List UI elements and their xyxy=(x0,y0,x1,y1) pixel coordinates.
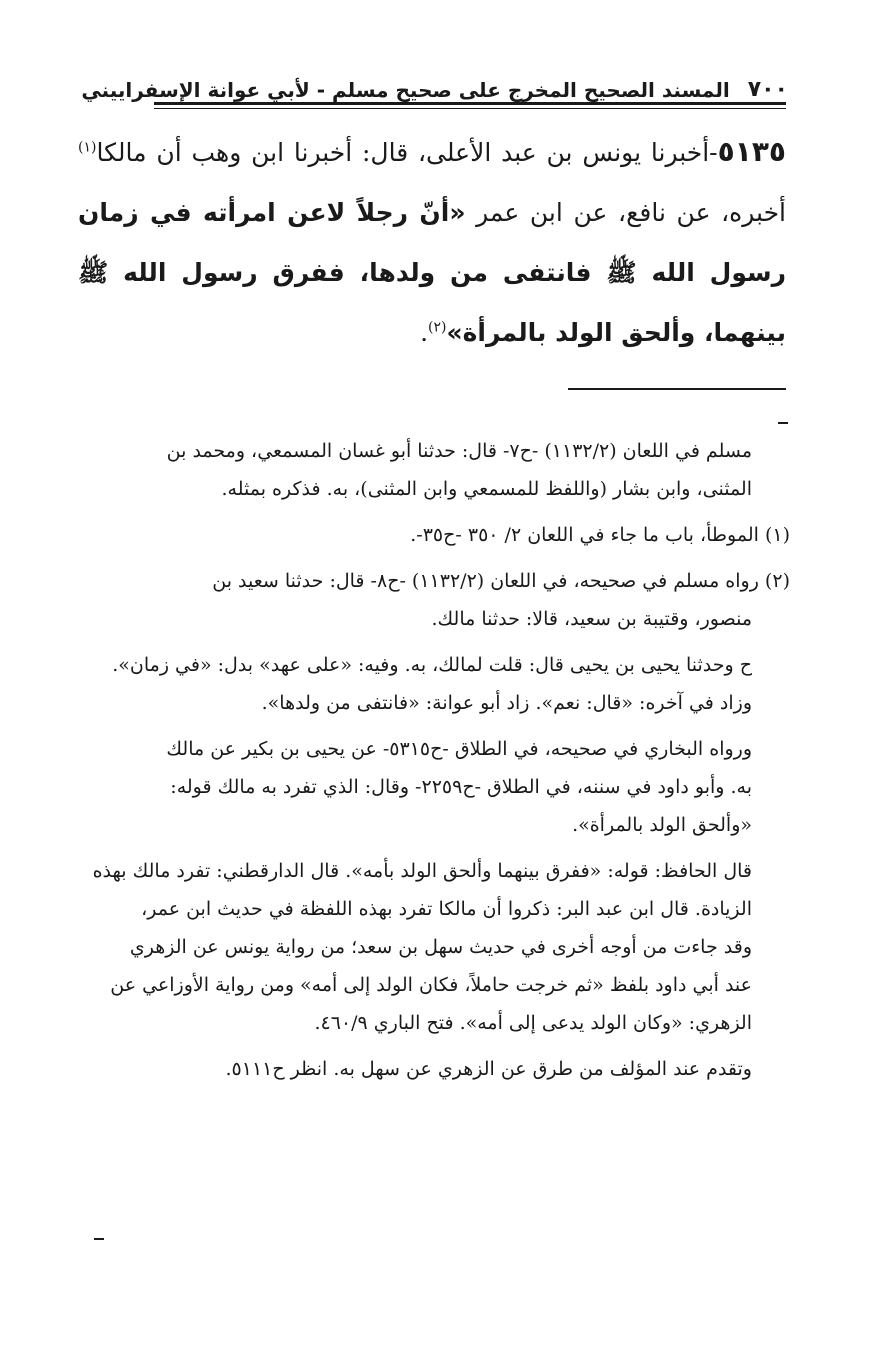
footnote-2-para-2-line-1: ورواه البخاري في صحيحه، في الطلاق -ح٥٣١٥- عن يحيى بن بكير عن مالك xyxy=(166,738,752,760)
hadith-number: ٥١٣٥ xyxy=(717,135,786,168)
footnote-continuation-line-1: مسلم في اللعان (١١٣٢/٢) -ح٧- قال: حدثنا أبو غسان المسمعي، ومحمد بن xyxy=(166,440,752,462)
footnote-separator xyxy=(568,388,786,390)
footnote-2-para-2-line-2: به. وأبو داود في سننه، في الطلاق -ح٢٢٥٩- وقال: الذي تفرد به مالك قوله: xyxy=(170,776,752,798)
footnote-ref-1: (١) xyxy=(78,139,97,156)
footnote-ref-2: (٢) xyxy=(428,319,447,336)
hadith-matn: «أنّ رجلاً لاعن امرأته في زمان رسول الله ﷺ فانتفى من ولدها، ففرق رسول الله ﷺ بينهما، وألحق الولد بالمرأة» xyxy=(78,198,786,347)
footnote-2-line-1: (٢) رواه مسلم في صحيحه، في اللعان (١١٣٢/٢) -ح٨- قال: حدثنا سعيد بن xyxy=(212,570,790,592)
book-title: المسند الصحيح المخرج على صحيح مسلم - لأبي عوانة الإسفراييني xyxy=(81,78,730,102)
footnote-continuation-line-2: المثنى، وابن بشار (واللفظ للمسمعي وابن المثنى)، به. فذكره بمثله. xyxy=(221,478,752,500)
footnote-2-para-3-line-4: عند أبي داود بلفظ «ثم خرجت حاملاً، فكان الولد إلى أمه» ومن رواية الأوزاعي عن xyxy=(110,974,752,996)
page-number: ٧٠٠ xyxy=(747,77,788,102)
footnotes xyxy=(78,432,790,1088)
footnote-2-para-3-line-5: الزهري: «وكان الولد يدعى إلى أمه». فتح الباري ٤٦٠/٩. xyxy=(314,1012,752,1034)
hadith-end: . xyxy=(420,318,429,347)
isnad-part-1: -أخبرنا يونس بن عبد الأعلى، قال: أخبرنا ابن وهب أن مالكا xyxy=(96,138,718,167)
header-rule-thin xyxy=(154,108,786,109)
footnote-2-para-3-line-2: الزيادة. قال ابن عبد البر: ذكروا أن مالكا تفرد بهذه اللفظة في حديث ابن عمر، xyxy=(141,898,752,920)
footnote-2-line-2: منصور، وقتيبة بن سعيد، قالا: حدثنا مالك. xyxy=(431,608,752,630)
footnote-2-para-3-line-1: قال الحافظ: قوله: «ففرق بينهما وألحق الولد بأمه». قال الدارقطني: تفرد مالك بهذه xyxy=(92,860,752,882)
hadith-text xyxy=(78,122,786,363)
footnote-2-para-2-line-3: «وألحق الولد بالمرأة». xyxy=(572,814,752,836)
continuation-mark xyxy=(778,422,788,424)
footnote-2-para-3-line-3: وقد جاءت من أوجه أخرى في حديث سهل بن سعد؛ من رواية يونس عن الزهري xyxy=(129,936,752,958)
footnote-2-para-1-line-2: وزاد في آخره: «قال: نعم». زاد أبو عوانة: «فانتفى من ولدها». xyxy=(261,692,752,714)
footnote-1: (١) الموطأ، باب ما جاء في اللعان ٢/ ٣٥٠ -ح٣٥-. xyxy=(410,524,790,546)
header-rule xyxy=(154,102,786,105)
footnote-2-para-4: وتقدم عند المؤلف من طرق عن الزهري عن سهل به. انظر ح٥١١١. xyxy=(225,1058,752,1080)
continues-mark xyxy=(94,1238,104,1240)
footnote-2-para-1-line-1: ح وحدثنا يحيى بن يحيى قال: قلت لمالك، به. وفيه: «على عهد» بدل: «في زمان». xyxy=(112,654,752,676)
running-header xyxy=(81,66,788,102)
isnad-part-2: أخبره، عن نافع، عن ابن عمر xyxy=(465,198,787,227)
